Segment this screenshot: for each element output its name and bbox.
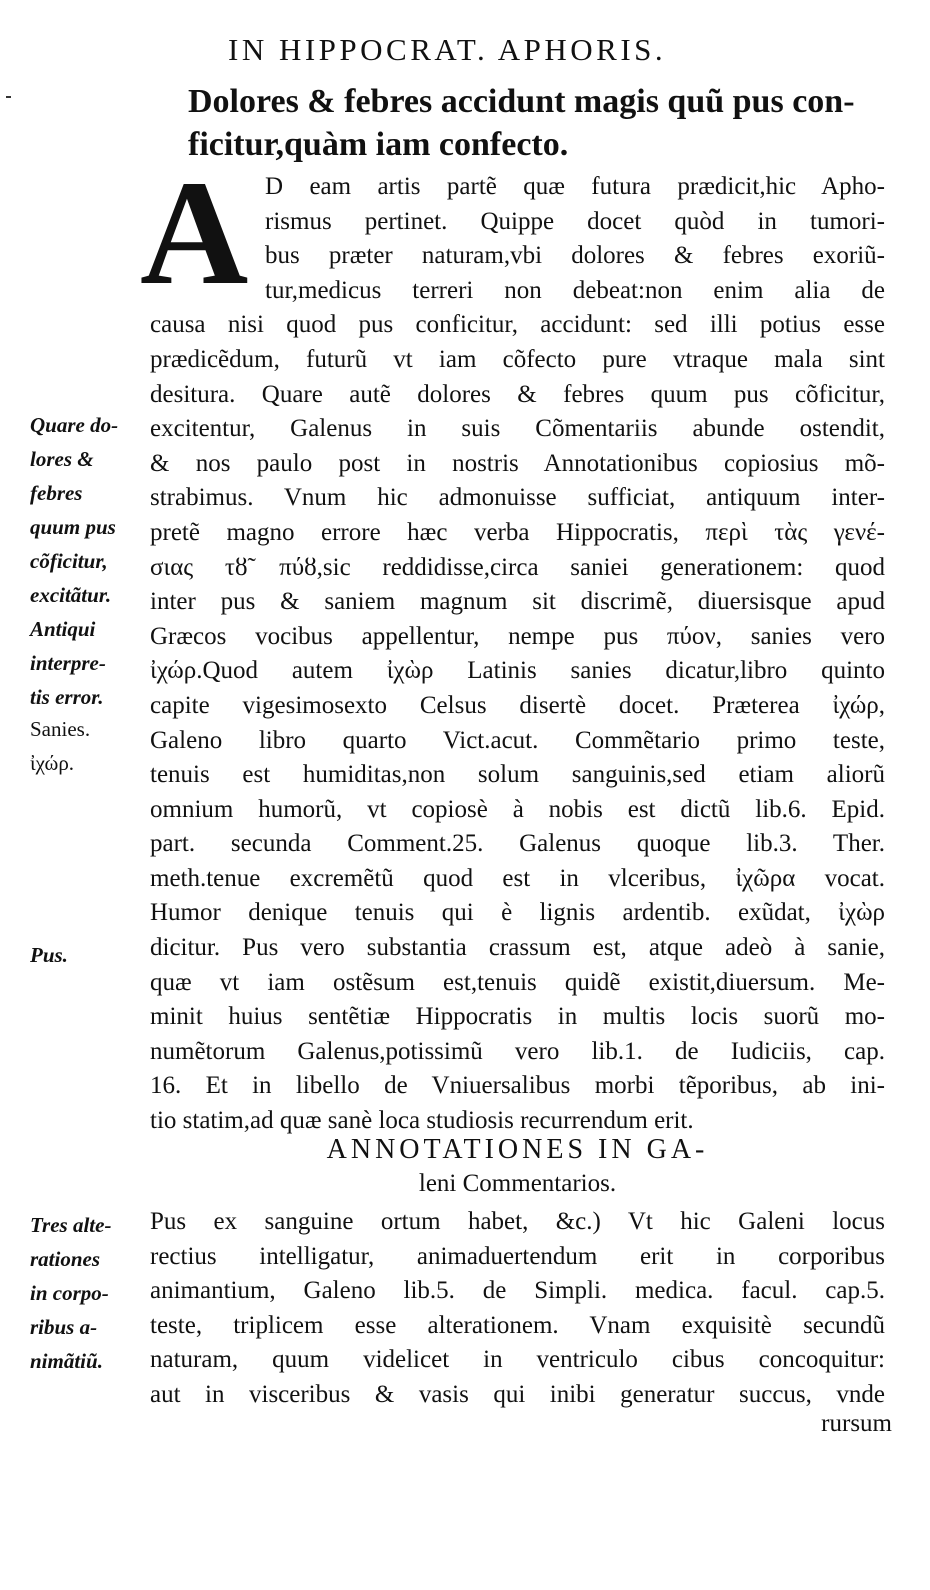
marginal-note-line: febres	[30, 481, 83, 505]
marginal-note	[30, 1208, 150, 1378]
marginal-note-line: tis error.	[30, 685, 104, 709]
annotation-line: Pus ex sanguine ortum habet, &c.) Vt hic Galeni locus	[150, 1208, 885, 1235]
marginal-note-line: nimãtiũ.	[30, 1349, 103, 1373]
marginal-note-line: Pus.	[30, 943, 68, 967]
commentary-line: part. secunda Comment.25. Galenus quoque lib.3. Ther.	[150, 830, 885, 858]
marginal-note-line: Tres alte-	[30, 1213, 112, 1237]
commentary-line: bus præter naturam,vbi dolores & febres exoriũ-	[265, 242, 885, 270]
commentary-line: minit huius sentẽtiæ Hippocratis in multis locis suorũ mo-	[150, 1003, 885, 1031]
commentary-line: rismus pertinet. Quippe docet quòd in tumori-	[265, 207, 885, 235]
commentary-line: & nos paulo post in nostris Annotationibus copiosius mõ-	[150, 449, 885, 477]
marginal-note-line: in corpo-	[30, 1281, 109, 1305]
commentary-line: capite vigesimosexto Celsus disertè docet. Præterea ἰχώρ,	[150, 691, 885, 719]
commentary-line: strabimus. Vnum hic admonuisse sufficiat, antiquum inter-	[150, 484, 885, 512]
margin-ink-mark	[6, 96, 11, 98]
commentary-line: ἰχώρ.Quod autem ἰχὼρ Latinis sanies dicatur,libro quinto	[150, 657, 885, 685]
commentary-line: numẽtorum Galenus,potissimũ vero lib.1. de Iudiciis, cap.	[150, 1037, 885, 1065]
marginal-note	[30, 712, 150, 780]
commentary-line: 16. Et in libello de Vniuersalibus morbi tẽporibus, ab ini-	[150, 1072, 885, 1100]
aphorism-title-line: ficitur,quàm iam confecto.	[188, 126, 569, 163]
marginal-note-line: Quare do-	[30, 413, 119, 437]
marginal-note-line: ἰχώρ.	[30, 751, 75, 775]
commentary-line: causa nisi quod pus conficitur, accidunt: sed illi potius esse	[150, 311, 885, 339]
annotation-line: rectius intelligatur, animaduertendum erit in corporibus	[150, 1242, 885, 1270]
running-head: IN HIPPOCRAT. APHORIS.	[228, 32, 667, 67]
commentary-line: tenuis est humiditas,non solum sanguinis,sed etiam aliorũ	[150, 761, 885, 789]
commentary-line: D eam artis partẽ quæ futura prædicit,hic Apho-	[265, 173, 885, 200]
marginal-note-line: quum pus	[30, 515, 116, 539]
marginal-note	[30, 408, 150, 612]
marginal-note-line: cõficitur,	[30, 549, 108, 573]
marginal-note-line: ribus a-	[30, 1315, 98, 1339]
annotation-line: animantium, Galeno lib.5. de Simpli. medica. facul. cap.5.	[150, 1277, 885, 1305]
annotation-line: aut in visceribus & vasis qui inibi generatur succus, vnde	[150, 1380, 885, 1408]
commentary-line: tio statim,ad quæ sanè loca studiosis recurrendum erit.	[150, 1107, 694, 1135]
marginal-note-line: Sanies.	[30, 717, 91, 741]
commentary-line: pretẽ magno errore hæc verba Hippocratis, περὶ τὰς γενέ-	[150, 518, 885, 546]
commentary-line: desitura. Quare autẽ dolores & febres quum pus cõficitur,	[150, 380, 885, 408]
aphorism-title	[148, 80, 888, 166]
annotation-line: teste, triplicem esse alterationem. Vnam exquisitè secundũ	[150, 1311, 885, 1339]
commentary-line: dicitur. Pus vero substantia crassum est, atque adeò à sanie,	[150, 934, 885, 962]
commentary-line: inter pus & saniem magnum sit discrimẽ, diuersisque apud	[150, 588, 885, 616]
marginal-note	[30, 612, 150, 714]
commentary-line: Græcos vocibus appellentur, nempe pus πύον, sanies vero	[150, 622, 885, 650]
commentary-line: excitentur, Galenus in suis Cõmentariis abunde ostendit,	[150, 415, 885, 443]
section-heading-line: leni Commentarios.	[418, 1170, 617, 1197]
marginal-note-line: lores &	[30, 447, 94, 471]
section-heading-line: ANNOTATIONES IN GA-	[326, 1134, 709, 1165]
marginal-note-line: interpre-	[30, 651, 106, 675]
commentary-line: tur,medicus terreri non debeat:non enim alia de	[265, 276, 885, 304]
commentary-line: Galeno libro quarto Vict.acut. Commẽtario primo teste,	[150, 726, 885, 754]
drop-capital: A	[140, 150, 249, 316]
commentary-line: σιας τȣ̃ πύȣ,sic reddidisse,circa saniei generationem: quod	[150, 553, 885, 581]
commentary-line: quæ vt iam ostẽsum est,tenuis quidẽ existit,diuersum. Me-	[150, 968, 885, 996]
commentary-text	[150, 170, 885, 1139]
section-heading	[150, 1133, 885, 1201]
catchword: rursum	[821, 1410, 892, 1437]
marginal-note-line: Antiqui	[30, 617, 96, 641]
commentary-line: omnium humorũ, vt copiosè à nobis est dictũ lib.6. Epid.	[150, 795, 885, 823]
marginal-note-line: excitãtur.	[30, 583, 112, 607]
commentary-line: meth.tenue excremẽtũ quod est in vlceribus, ἰχῶρα vocat.	[150, 864, 885, 892]
commentary-line: Humor denique tenuis qui è lignis ardentib. exũdat, ἰχὼρ	[150, 899, 885, 927]
annotation-line: naturam, quum videlicet in ventriculo cibus concoquitur:	[150, 1346, 885, 1374]
annotations-text	[150, 1205, 885, 1413]
commentary-line: prædicẽdum, futurũ vt iam cõfecto pure vtraque mala sint	[150, 345, 885, 373]
marginal-note-line: rationes	[30, 1247, 101, 1271]
aphorism-title-line: Dolores & febres accidunt magis quũ pus con-	[188, 83, 855, 120]
marginal-note	[30, 938, 150, 972]
